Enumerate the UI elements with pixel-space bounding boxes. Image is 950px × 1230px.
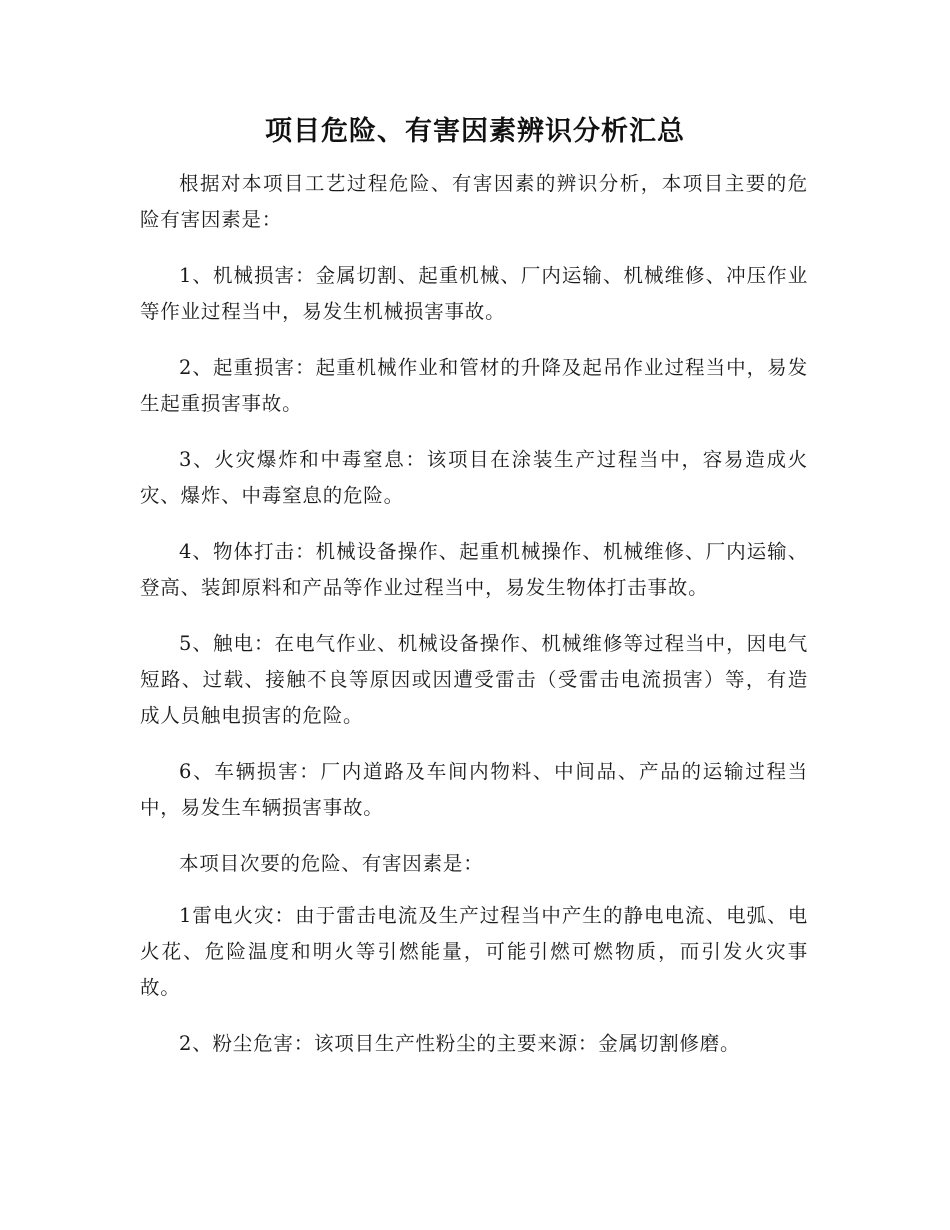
intro-paragraph: 根据对本项目工艺过程危险、有害因素的辨识分析，本项目主要的危险有害因素是： [140,172,808,231]
secondary-hazards-heading: 本项目次要的危险、有害因素是： [179,852,484,875]
hazard-paragraph-electric-shock: 5、触电：在电气作业、机械设备操作、机械维修等过程当中，因电气短路、过载、接触不良等原因或因遭受雷击（受雷击电流损害）等，有造成人员触电损害的危险。 [140,632,808,727]
hazard-paragraph-dust: 2、粉尘危害：该项目生产性粉尘的主要来源：金属切割修磨。 [179,1032,741,1055]
document-title: 项目危险、有害因素辨识分析汇总 [265,116,685,147]
document-body [140,166,808,1082]
hazard-paragraph-vehicle: 6、车辆损害：厂内道路及车间内物料、中间品、产品的运输过程当中，易发生车辆损害事故。 [140,760,808,819]
hazard-paragraph-mechanical: 1、机械损害：金属切割、起重机械、厂内运输、机械维修、冲压作业等作业过程当中，易发生机械损害事故。 [140,264,808,323]
hazard-paragraph-fire-explosion: 3、火灾爆炸和中毒窒息：该项目在涂装生产过程当中，容易造成火灾、爆炸、中毒窒息的危险。 [140,448,808,507]
hazard-paragraph-lightning-fire: 1雷电火灾：由于雷击电流及生产过程当中产生的静电电流、电弧、电火花、危险温度和明火等引燃能量，可能引燃可燃物质，而引发火灾事故。 [140,904,808,999]
hazard-paragraph-lifting: 2、起重损害：起重机械作业和管材的升降及起吊作业过程当中，易发生起重损害事故。 [140,356,808,415]
hazard-paragraph-object-strike: 4、物体打击：机械设备操作、起重机械操作、机械维修、厂内运输、登高、装卸原料和产品等作业过程当中，易发生物体打击事故。 [140,540,808,599]
